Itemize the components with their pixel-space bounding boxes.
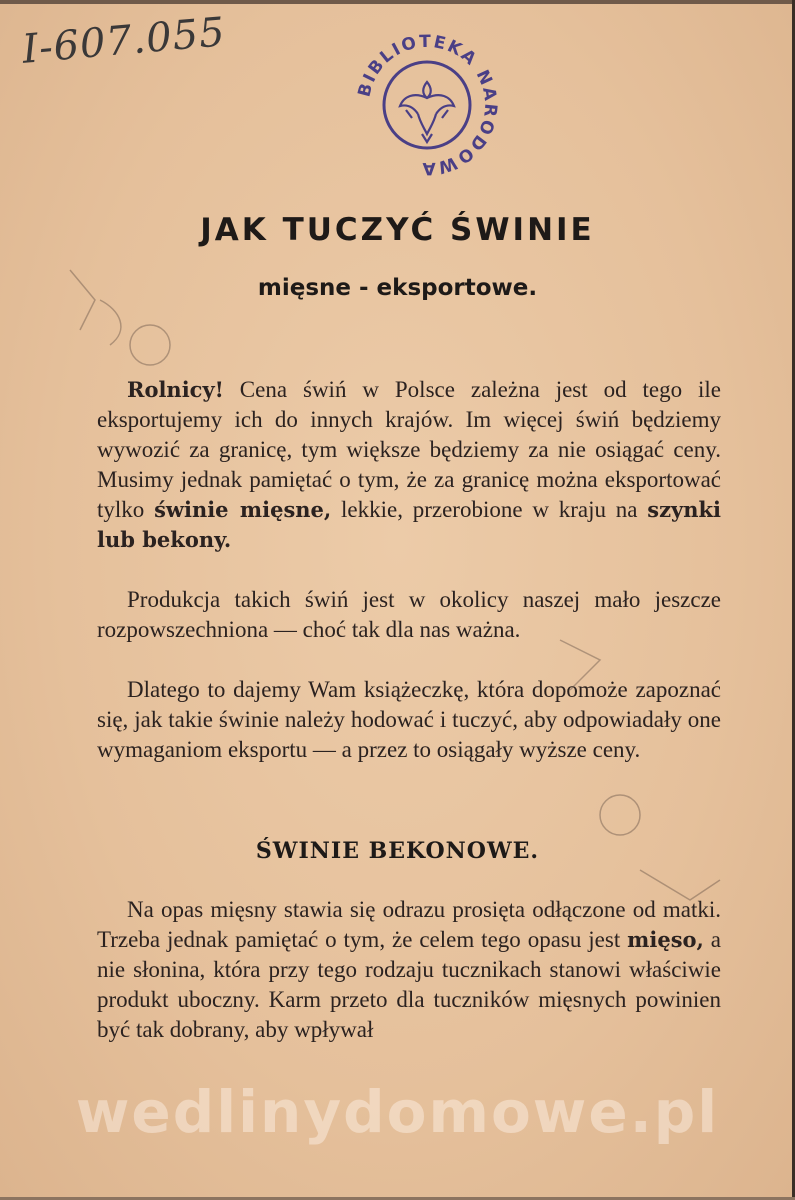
paragraph-1-emphasis-a: świnie mięsne,: [154, 497, 332, 522]
document-subtitle: mięsne - eksportowe.: [257, 275, 538, 301]
pencil-circle-2: [600, 795, 640, 835]
paragraph-3-text: Dlatego to dajemy Wam książeczkę, która dopomoże zapoznać się, jak takie świnie należy hodować i tuczyć, aby odpowiadały one wymaganiom eksportu — a przez to osiągały wyższe ceny.: [97, 677, 721, 762]
page-top-edge: [0, 0, 795, 4]
document-title: JAK TUCZYĆ ŚWINIE: [200, 212, 595, 248]
paragraph-1-lead: Rolnicy!: [127, 377, 224, 402]
section-paragraph-emphasis: mięso,: [627, 927, 704, 952]
paragraph-1-text-a: Cena świń w Polsce zależna jest od tego ile eksportujemy ich do innych krajów. Im więcej świń będziemy wywozić za granicę, tym większe będziemy za nie osiągać ceny. Musimy jednak pamiętać o tym, że za granicę można eksportować tylko: [97, 377, 721, 522]
paragraph-1: [97, 375, 721, 555]
section-paragraph: [97, 895, 721, 1045]
library-stamp: [352, 30, 502, 180]
section-heading: ŚWINIE BEKONOWE.: [255, 838, 540, 864]
paragraph-2-text: Produkcja takich świń jest w okolicy naszej mało jeszcze rozpowszechniona — choć tak dla nas ważna.: [97, 587, 721, 642]
stamp-text: BIBLIOTEKA NARODOWA: [354, 31, 501, 179]
site-watermark: wedlinydomowe.pl: [75, 1078, 720, 1146]
paragraph-1-text-b: lekkie, przerobione w kraju na: [331, 497, 648, 522]
pencil-mark-2: [100, 300, 121, 345]
paragraph-1-emphasis-b: szynki lub bekony.: [97, 497, 722, 552]
handwritten-shelfmark: I-607.055: [20, 9, 228, 73]
paragraph-2: [97, 585, 721, 645]
pencil-circle-1: [130, 325, 170, 365]
eagle-emblem-icon: [400, 82, 454, 142]
section-paragraph-text-a: Na opas mięsny stawia się odrazu prosięta odłączone od matki. Trzeba jednak pamiętać o tym, że celem tego opasu jest: [97, 897, 721, 952]
paragraph-3: [97, 675, 721, 765]
svg-text:BIBLIOTEKA NARODOWA: [354, 32, 500, 178]
section-paragraph-text-b: a nie słonina, która przy tego rodzaju tucznikach stanowi właściwie produkt uboczny. Karm przeto dla tuczników mięsnych powinien być tak dobrany, aby wpływał: [97, 927, 721, 1042]
